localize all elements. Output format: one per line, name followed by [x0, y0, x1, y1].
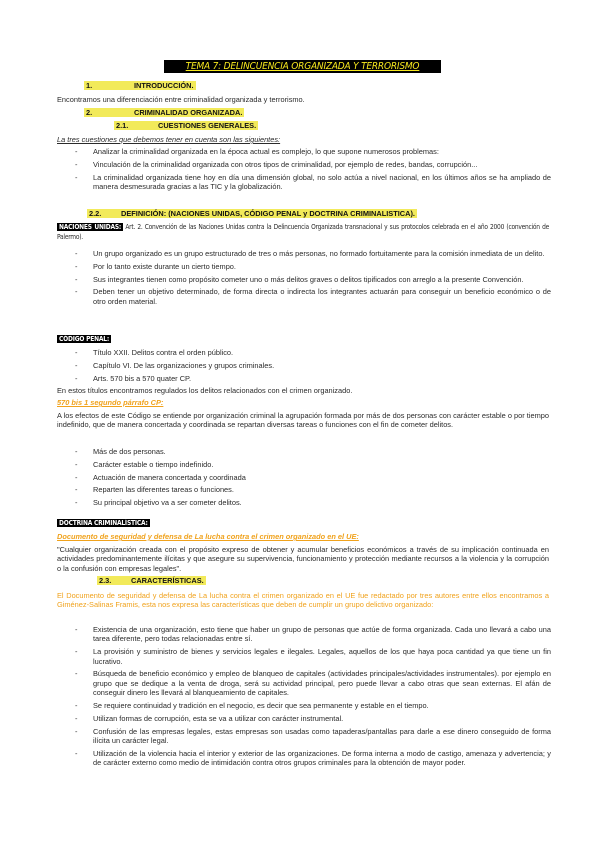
section-2-3-list	[75, 625, 551, 771]
section-2-1-number: 2.1.	[116, 121, 129, 130]
list-item: - Reparten las diferentes tareas o funciones.	[75, 485, 551, 494]
list-item: - Búsqueda de beneficio económico y empleo de blanqueo de capitales (actividades principales/actividades instrumentales). por ejemplo en grupo que se dedique a la venta de droga, será su actividad principal, pero puede llevar a cabo otras que sean externas. El afán de conseguir dinero les llevará al blanqueamiento de capitales.	[75, 669, 551, 697]
list-item: - Analizar la criminalidad organizada en la época actual es complejo, lo que supone numerosos problemas:	[75, 147, 551, 156]
naciones-unidas-list	[75, 249, 551, 310]
section-2-3-intro: El Documento de seguridad y defensa de La lucha contra el crimen organizado en el UE fue redactado por tres autores entre ellos encontramos a Giménez-Salinas Framis, esta nos expresa las características que deben de cumplir un grupo delictivo organizado:	[57, 591, 549, 610]
list-item: - Capítulo VI. De las organizaciones y grupos criminales.	[75, 361, 551, 370]
list-item: - Deben tener un objetivo determinado, de forma directa o indirecta los integrantes actuarán para conseguir un beneficio económico o de otro orden material.	[75, 287, 551, 306]
codigo-penal-list	[75, 348, 551, 386]
doctrina-quote: "Cualquier organización creada con el propósito expreso de obtener y acumular beneficios económicos a través de su implicación continuada en actividades predominantemente ilícitas y que asegure su supervivencia, funcionamiento y protección mediante recursos a la violencia y la corrupción o la confusión con empresas legales".	[57, 545, 549, 573]
codigo-penal-requisites	[75, 447, 551, 511]
doctrina-label: DOCTRINA CRIMINALÍSTICA:	[59, 519, 148, 527]
section-2-3-label: CARACTERÍSTICAS.	[131, 576, 204, 585]
list-item: - Carácter estable o tiempo indefinido.	[75, 460, 551, 469]
list-item: - Confusión de las empresas legales, estas empresas son usadas como tapaderas/pantallas para darle a ese dinero conseguido de forma ilícita un carácter legal.	[75, 727, 551, 746]
doctrina-heading	[57, 518, 150, 528]
list-item: - Se requiere continuidad y tradición en el negocio, es decir que sea permanente y estable en el tiempo.	[75, 701, 551, 710]
list-item: - Arts. 570 bis a 570 quater CP.	[75, 374, 551, 383]
list-item: - Utilizan formas de corrupción, esta se va a utilizar con carácter instrumental.	[75, 714, 551, 723]
section-2-3-heading	[97, 576, 206, 585]
codigo-penal-definition: A los efectos de este Código se entiende por organización criminal la agrupación formada por más de dos personas con carácter estable o por tiempo indefinido, que de manera concertada y coordinada se repartan diversas tareas o funciones con el fin de cometer delitos.	[57, 411, 549, 430]
document-title: TEMA 7: DELINCUENCIA ORGANIZADA Y TERRORISMO	[164, 60, 441, 73]
codigo-penal-heading	[57, 334, 111, 344]
codigo-penal-after: En estos títulos encontramos regulados los delitos relacionados con el crimen organizado.	[57, 386, 353, 395]
list-item: - Actuación de manera concertada y coordinada	[75, 473, 551, 482]
section-2-1-label: CUESTIONES GENERALES.	[158, 121, 257, 130]
section-2-1-lead: La tres cuestiones que debemos tener en cuenta son las siguientes:	[57, 135, 281, 144]
naciones-unidas-block	[57, 223, 549, 242]
section-1-number: 1.	[86, 81, 93, 90]
section-2-number: 2.	[86, 108, 93, 117]
naciones-unidas-text: Art. 2. Convención de las Naciones Unidas contra la Delincuencia Organizada transnacional y sus protocolos celebrada en el año 2000 (convención de Palermo).	[57, 223, 549, 241]
section-2-2-number: 2.2.	[89, 209, 102, 218]
doctrina-document-title: Documento de seguridad y defensa de La lucha contra el crimen organizado en el UE:	[57, 532, 359, 541]
section-2-2-heading	[87, 209, 417, 218]
list-item: - Un grupo organizado es un grupo estructurado de tres o más personas, no formado fortuitamente para la comisión inmediata de un delito.	[75, 249, 551, 258]
list-item: - Existencia de una organización, esto tiene que haber un grupo de personas que actúe de forma organizada. Cada uno llevará a cabo una tarea diferente, pero todas relacionadas entre sí.	[75, 625, 551, 644]
list-item: - Su principal objetivo va a ser cometer delitos.	[75, 498, 551, 507]
section-2-3-number: 2.3.	[99, 576, 112, 585]
codigo-penal-subheading: 570 bis 1 segundo párrafo CP:	[57, 398, 164, 407]
list-item: - Sus integrantes tienen como propósito cometer uno o más delitos graves o delitos tipificados con arreglo a la presente Convención.	[75, 275, 551, 284]
section-2-2-label: DEFINICIÓN: (NACIONES UNIDAS, CÓDIGO PENAL y DOCTRINA CRIMINALISTICA).	[121, 209, 415, 218]
codigo-penal-label: CÓDIGO PENAL:	[59, 335, 110, 343]
list-item: - Por lo tanto existe durante un cierto tiempo.	[75, 262, 551, 271]
section-2-label: CRIMINALIDAD ORGANIZADA.	[134, 108, 243, 117]
intro-text: Encontramos una diferenciación entre criminalidad organizada y terrorismo.	[57, 95, 305, 104]
section-1-heading	[84, 81, 196, 90]
list-item: - La criminalidad organizada tiene hoy en día una dimensión global, no solo actúa a nivel nacional, en los últimos años se ha ampliado de manera desmesurada gracias a las TIC y la globalización.	[75, 173, 551, 192]
list-item: - Utilización de la violencia hacia el interior y exterior de las organizaciones. De forma interna a modo de castigo, amenaza y advertencia; y de carácter externo como medio de intimidación contra otros grupos criminales para la obtención de mayor poder.	[75, 749, 551, 768]
section-2-1-list	[75, 147, 551, 195]
section-2-heading	[84, 108, 244, 117]
list-item: - Título XXII. Delitos contra el orden público.	[75, 348, 551, 357]
naciones-unidas-label: NACIONES UNIDAS:	[59, 223, 122, 231]
list-item: - La provisión y suministro de bienes y servicios legales e ilegales. Legales, aquellos de los que haya poca cantidad ya que tiene un fin lucrativo.	[75, 647, 551, 666]
section-1-label: INTRODUCCIÓN.	[134, 81, 194, 90]
list-item: - Vinculación de la criminalidad organizada con otros tipos de criminalidad, por ejemplo de redes, bandas, corrupción...	[75, 160, 551, 169]
section-2-1-heading	[114, 121, 258, 130]
list-item: - Más de dos personas.	[75, 447, 551, 456]
